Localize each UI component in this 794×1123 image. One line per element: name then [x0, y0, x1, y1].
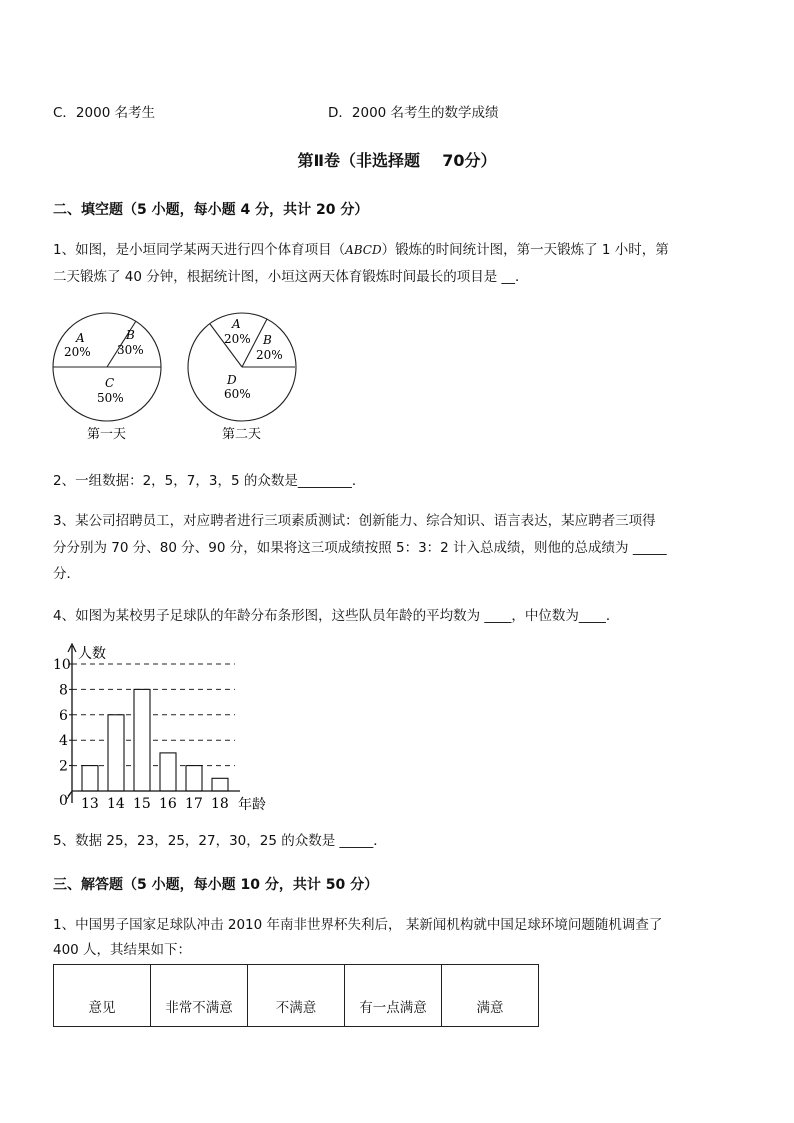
- table-header-cell: 非常不满意: [151, 965, 248, 1027]
- survey-table: [53, 964, 539, 1027]
- bar-age-18: [212, 778, 228, 791]
- problem-1-line-2: 400 人，其结果如下：: [53, 942, 192, 958]
- bar-age-17: [186, 766, 202, 791]
- question-3-line-2: 分分别为 70 分、80 分、90 分，如果将这三项成绩按照 5：3：2 计入总成绩，则他的总成绩为 _____: [53, 540, 667, 556]
- question-2: 2、一组数据：2，5，7，3，5 的众数是________．: [53, 473, 366, 489]
- y-axis-label: 人数: [78, 646, 106, 662]
- y-tick-label: 2: [59, 758, 68, 775]
- pie2-pct-d: 60%: [224, 387, 251, 401]
- question-1-line-1: [53, 237, 669, 263]
- pie2-pct-b: 20%: [256, 348, 283, 362]
- x-tick-label: 18: [211, 796, 229, 812]
- section-header-fill-blank: 二、填空题（5 小题，每小题 4 分，共计 20 分）: [53, 202, 369, 218]
- pie-chart-day2: [184, 311, 304, 446]
- q1-text-a: 1、如图，是小垣同学某两天进行四个体育项目（: [53, 242, 346, 258]
- x-tick-label: 14: [107, 796, 125, 812]
- pie1-caption: 第一天: [87, 427, 127, 442]
- age-bar-chart: [50, 638, 290, 816]
- bar-age-16: [160, 753, 176, 791]
- question-5: 5、数据 25，23，25，27，30，25 的众数是 _____．: [53, 833, 387, 849]
- x-axis-label: 年龄: [238, 797, 266, 813]
- bar-age-15: [134, 689, 150, 791]
- bar-age-14: [108, 715, 124, 791]
- pie2-label-d: D: [227, 373, 237, 387]
- option-c: C．2000 名考生: [53, 105, 156, 121]
- y-tick-label: 6: [59, 707, 68, 724]
- pie1-pct-a: 20%: [64, 345, 91, 359]
- question-1-line-2: 二天锻炼了 40 分钟，根据统计图，小垣这两天体育锻炼时间最长的项目是 __．: [53, 269, 529, 285]
- pie1-pct-b: 30%: [117, 343, 144, 357]
- q1-text-b: ）锻炼的时间统计图，第一天锻炼了 1 小时，第: [381, 242, 669, 258]
- pie2-label-a: A: [232, 317, 241, 331]
- pie2-label-b: B: [263, 333, 272, 347]
- pie-chart-day1: [50, 311, 170, 446]
- part-title: 第Ⅱ卷（非选择题 70分）: [297, 151, 497, 170]
- table-header-cell: 不满意: [248, 965, 345, 1027]
- table-header-cell: 有一点满意: [345, 965, 442, 1027]
- question-3-line-1: 3、某公司招聘员工，对应聘者进行三项素质测试：创新能力、综合知识、语言表达，某应聘者三项得: [53, 513, 656, 529]
- pie2-caption: 第二天: [222, 427, 262, 442]
- table-header-cell: 意见: [54, 965, 151, 1027]
- bar-age-13: [82, 766, 98, 791]
- y-tick-label: 4: [59, 733, 68, 750]
- option-d: D．2000 名考生的数学成绩: [328, 105, 499, 121]
- x-tick-label: 16: [159, 796, 177, 812]
- q1-abcd: ABCD: [345, 243, 382, 257]
- y-tick-label: 0: [59, 793, 68, 809]
- pie1-label-a: A: [76, 331, 85, 345]
- question-3-line-3: 分．: [53, 566, 80, 582]
- pie1-label-c: C: [105, 376, 115, 390]
- chart-x-ticks: [81, 796, 229, 812]
- problem-1-line-1: 1、中国男子国家足球队冲击 2010 年南非世界杯失利后， 某新闻机构就中国足球环境问题随机调查了: [53, 917, 663, 933]
- section-header-answer: 三、解答题（5 小题，每小题 10 分，共计 50 分）: [53, 877, 379, 893]
- x-tick-label: 13: [81, 796, 99, 812]
- x-tick-label: 17: [185, 796, 203, 812]
- y-tick-label: 10: [53, 657, 71, 673]
- pie1-pct-c: 50%: [97, 391, 124, 405]
- chart-grid: [72, 664, 235, 766]
- question-4: 4、如图为某校男子足球队的年龄分布条形图，这些队员年龄的平均数为 ____，中位数为____．: [53, 608, 620, 624]
- chart-y-ticks: [53, 657, 72, 809]
- y-tick-label: 8: [59, 682, 68, 699]
- table-row: [54, 965, 539, 1027]
- pie2-pct-a: 20%: [224, 332, 251, 346]
- table-header-cell: 满意: [442, 965, 539, 1027]
- x-tick-label: 15: [133, 796, 151, 812]
- pie1-label-b: B: [126, 328, 135, 342]
